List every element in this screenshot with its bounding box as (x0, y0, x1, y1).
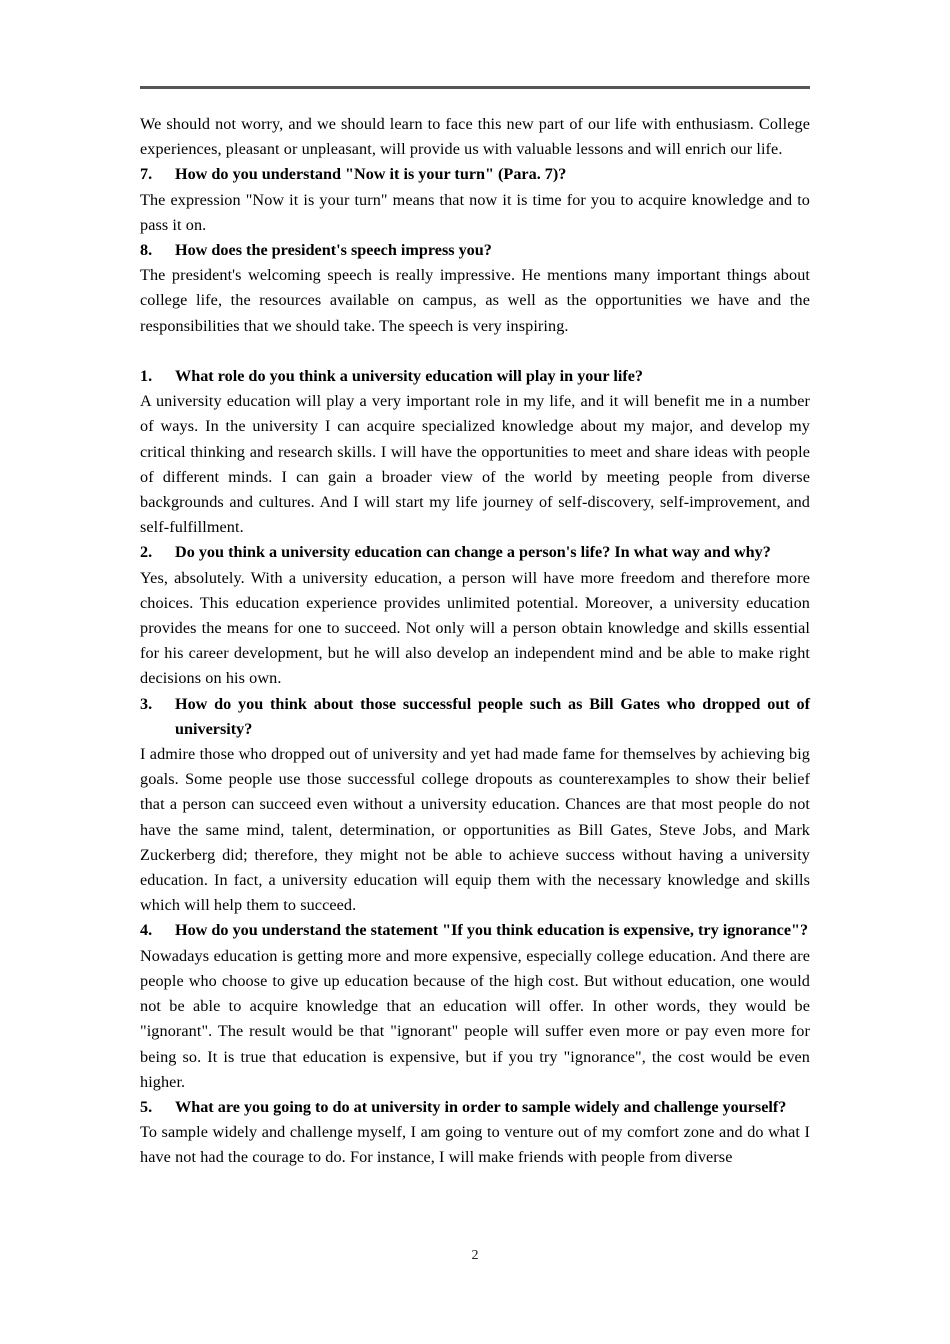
question-number: 7. (140, 165, 153, 184)
answer-paragraph: We should not worry, and we should learn to face this new part of our life with enthusiasm. College experiences, pleasant or unpleasant, will provide us with valuable lessons and will enrich our life. (140, 115, 810, 159)
question-text: What role do you think a university education will play in your life? (175, 367, 643, 386)
question-heading (140, 918, 810, 943)
question-number: 4. (140, 921, 153, 940)
question-number: 1. (140, 367, 153, 386)
question-heading (140, 162, 810, 187)
page-number: 2 (471, 1248, 479, 1263)
question-text: How do you think about those successful people such as Bill Gates who dropped out of university? (175, 694, 810, 738)
question-number: 2. (140, 543, 153, 562)
question-number: 3. (140, 694, 153, 713)
section-spacer (140, 339, 810, 364)
answer-paragraph: Yes, absolutely. With a university education, a person will have more freedom and therefore more choices. This education experience provides unlimited potential. Moreover, a university education provides the means for one to succeed. Not only will a person obtain knowledge and skills essential for his career development, but he will also develop an independent mind and be able to make right decisions on his own. (140, 568, 810, 688)
header-rule (140, 86, 810, 89)
question-heading (140, 692, 810, 742)
question-number: 5. (140, 1097, 153, 1116)
question-number: 8. (140, 241, 153, 260)
document-body (140, 112, 810, 1171)
question-text: Do you think a university education can change a person's life? In what way and why? (175, 543, 771, 562)
question-text: How do you understand the statement "If you think education is expensive, try ignorance"? (175, 921, 809, 940)
answer-paragraph: I admire those who dropped out of university and yet had made fame for themselves by achieving big goals. Some people use those successful college dropouts as counterexamples to show their belief that a person can succeed even without a university education. Chances are that most people do not have the same mind, talent, determination, or opportunities as Bill Gates, Steve Jobs, and Mark Zuckerberg did; therefore, they might not be able to achieve success without having a university education. In fact, a university education will equip them with the necessary knowledge and skills which will help them to succeed. (140, 745, 810, 915)
answer-paragraph: Nowadays education is getting more and more expensive, especially college education. And there are people who choose to give up education because of the high cost. But without education, one would not be able to acquire knowledge that an education will offer. In other words, they would be "ignorant". The result would be that "ignorant" people will suffer even more or pay even more for being so. It is true that education is expensive, but if you try "ignorance", the cost would be even higher. (140, 946, 810, 1091)
question-text: How do you understand "Now it is your turn" (Para. 7)? (175, 165, 567, 184)
question-heading (140, 364, 810, 389)
answer-paragraph: A university education will play a very important role in my life, and it will benefit me in a number of ways. In the university I can acquire specialized knowledge about my major, and develop my critical thinking and research skills. I will have the opportunities to meet and share ideas with people of different minds. I can gain a broader view of the world by meeting people from diverse backgrounds and cultures. And I will start my life journey of self-discovery, self-improvement, and self-fulfillment. (140, 392, 810, 537)
question-heading (140, 238, 810, 263)
question-heading (140, 1095, 810, 1120)
question-text: What are you going to do at university in order to sample widely and challenge yourself? (175, 1097, 787, 1116)
answer-paragraph: The president's welcoming speech is really impressive. He mentions many important things about college life, the resources available on campus, as well as the opportunities we have and the responsibilities that we should take. The speech is very inspiring. (140, 266, 810, 335)
answer-paragraph: The expression "Now it is your turn" means that now it is time for you to acquire knowledge and to pass it on. (140, 190, 810, 234)
question-text: How does the president's speech impress you? (175, 241, 492, 260)
question-heading (140, 540, 810, 565)
answer-paragraph: To sample widely and challenge myself, I am going to venture out of my comfort zone and do what I have not had the courage to do. For instance, I will make friends with people from diverse (140, 1123, 810, 1167)
